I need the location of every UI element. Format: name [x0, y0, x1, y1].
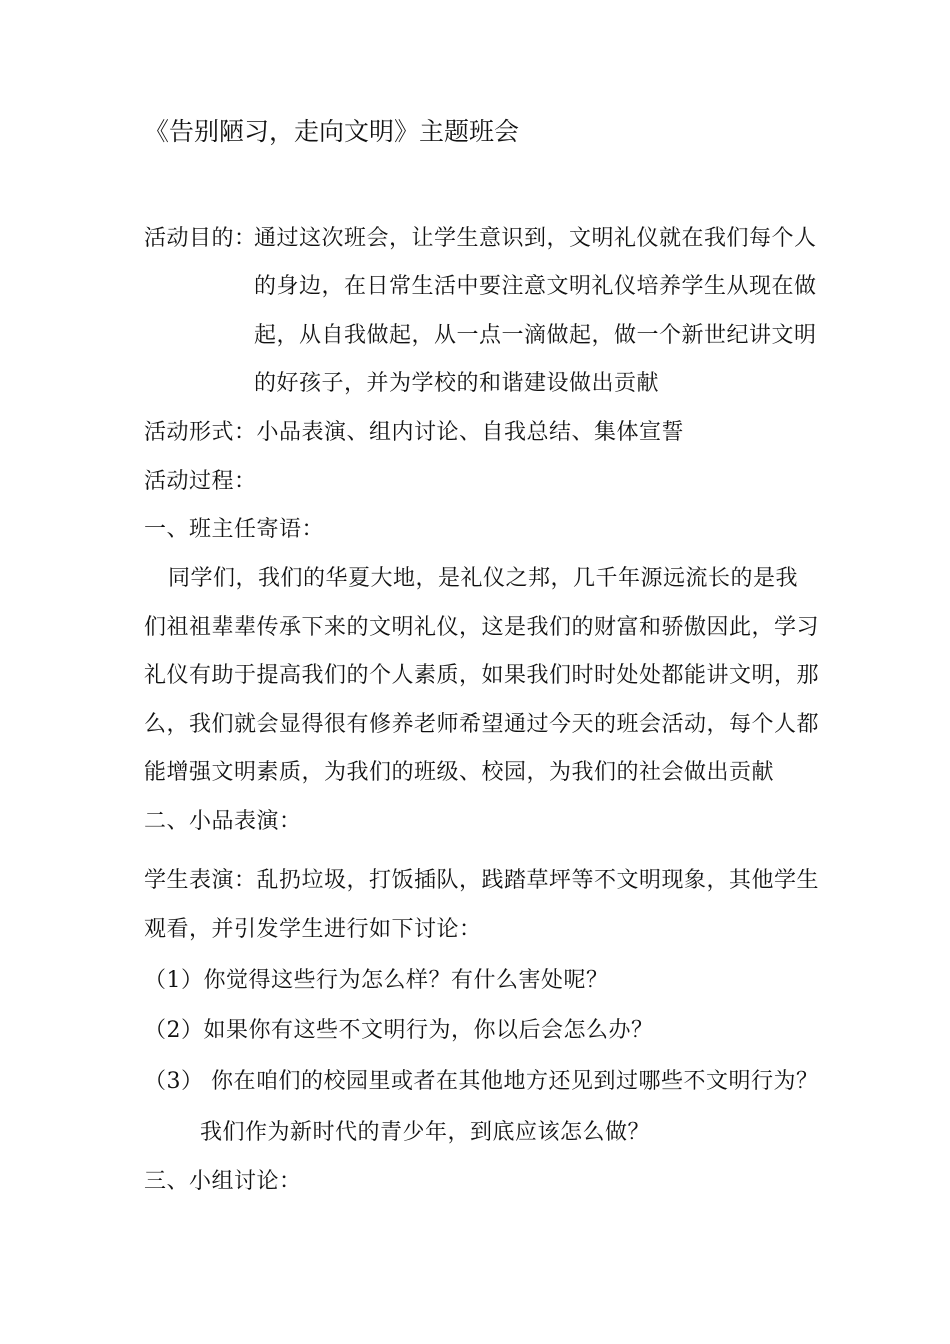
section-3-heading: 三、小组讨论：: [144, 1169, 302, 1194]
question-3-continuation: 我们作为新时代的青少年，到底应该怎么做？: [200, 1120, 651, 1145]
question-3: （3） 你在咱们的校园里或者在其他地方还见到过哪些不文明行为？: [144, 1069, 819, 1094]
purpose-line-4: 的好孩子，并为学校的和谐建设做出贡献: [254, 371, 660, 396]
purpose-line-3: 起，从自我做起，从一点一滴做起，做一个新世纪讲文明: [254, 323, 817, 348]
section-1-heading: 一、班主任寄语：: [144, 517, 325, 542]
section-1-paragraph-line: 同学们，我们的华夏大地，是礼仪之邦，几千年源远流长的是我: [168, 566, 799, 591]
section-1-paragraph-line: 们祖祖辈辈传承下来的文明礼仪，这是我们的财富和骄傲因此，学习: [144, 615, 820, 640]
activity-form: 活动形式：小品表演、组内讨论、自我总结、集体宣誓: [144, 420, 685, 445]
section-2-paragraph-line: 观看，并引发学生进行如下讨论：: [144, 917, 482, 942]
document-title: 《告别陋习，走向文明》主题班会: [144, 117, 520, 146]
purpose-line-2: 的身边，在日常生活中要注意文明礼仪培养学生从现在做: [254, 274, 817, 299]
purpose-label: 活动目的：: [144, 226, 257, 251]
purpose-line-1: 通过这次班会，让学生意识到，文明礼仪就在我们每个人: [254, 226, 817, 251]
section-2-heading: 二、小品表演：: [144, 809, 302, 834]
question-2: （2）如果你有这些不文明行为，你以后会怎么办？: [144, 1018, 654, 1043]
question-1: （1）你觉得这些行为怎么样？有什么害处呢？: [144, 968, 609, 993]
activity-process: 活动过程：: [144, 469, 257, 494]
section-1-paragraph-line: 能增强文明素质，为我们的班级、校园，为我们的社会做出贡献: [144, 760, 775, 785]
section-1-paragraph-line: 礼仪有助于提高我们的个人素质，如果我们时时处处都能讲文明，那: [144, 663, 820, 688]
section-1-paragraph-line: 么，我们就会显得很有修养老师希望通过今天的班会活动，每个人都: [144, 712, 820, 737]
section-2-paragraph-line: 学生表演：乱扔垃圾，打饭插队，践踏草坪等不文明现象，其他学生: [144, 868, 820, 893]
